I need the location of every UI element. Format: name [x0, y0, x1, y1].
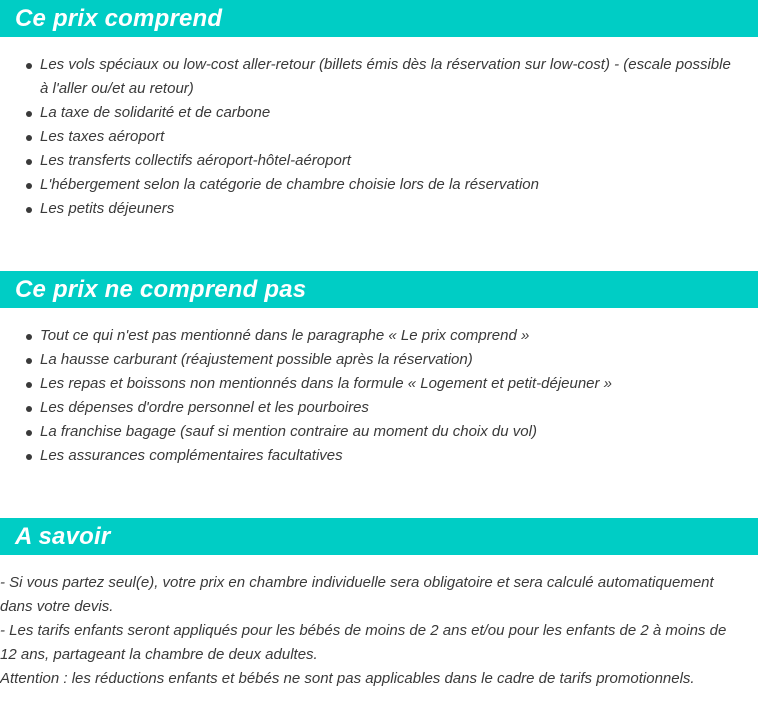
- section-good-to-know: [0, 518, 758, 691]
- list-item: Tout ce qui n'est pas mentionné dans le paragraphe « Le prix comprend »: [40, 324, 758, 348]
- list-item: Les dépenses d'ordre personnel et les pourboires: [40, 396, 758, 420]
- section-header: [0, 271, 758, 308]
- included-list: [0, 37, 758, 221]
- good-to-know-text: [0, 555, 758, 691]
- list-item: Les transferts collectifs aéroport-hôtel-aéroport: [40, 149, 758, 173]
- list-item: La hausse carburant (réajustement possible après la réservation): [40, 348, 758, 372]
- section-title: Ce prix ne comprend pas: [15, 275, 307, 303]
- section-header: [0, 518, 758, 555]
- section-title: Ce prix comprend: [15, 4, 223, 32]
- excluded-list: [0, 308, 758, 468]
- list-item: La taxe de solidarité et de carbone: [40, 101, 758, 125]
- info-paragraph: - Si vous partez seul(e), votre prix en chambre individuelle sera obligatoire et sera calculé automatiquement dans votre devis.: [0, 574, 714, 615]
- section-price-includes: [0, 0, 758, 221]
- info-paragraph: - Les tarifs enfants seront appliqués pour les bébés de moins de 2 ans et/ou pour les enfants de 2 à moins de 12 ans, partageant la chambre de deux adultes.: [0, 622, 727, 663]
- section-price-excludes: [0, 271, 758, 468]
- list-item: Les repas et boissons non mentionnés dans la formule « Logement et petit-déjeuner »: [40, 372, 758, 396]
- list-item: Les petits déjeuners: [40, 197, 758, 221]
- section-title: A savoir: [15, 522, 111, 550]
- list-item: Les assurances complémentaires facultatives: [40, 444, 758, 468]
- list-item: Les taxes aéroport: [40, 125, 758, 149]
- section-header: [0, 0, 758, 37]
- info-paragraph: Attention : les réductions enfants et bébés ne sont pas applicables dans le cadre de tarifs promotionnels.: [0, 670, 695, 687]
- list-item: La franchise bagage (sauf si mention contraire au moment du choix du vol): [40, 420, 758, 444]
- list-item: L'hébergement selon la catégorie de chambre choisie lors de la réservation: [40, 173, 758, 197]
- list-item: Les vols spéciaux ou low-cost aller-retour (billets émis dès la réservation sur low-cost) - (escale possible à l'aller ou/et au retour): [40, 53, 758, 101]
